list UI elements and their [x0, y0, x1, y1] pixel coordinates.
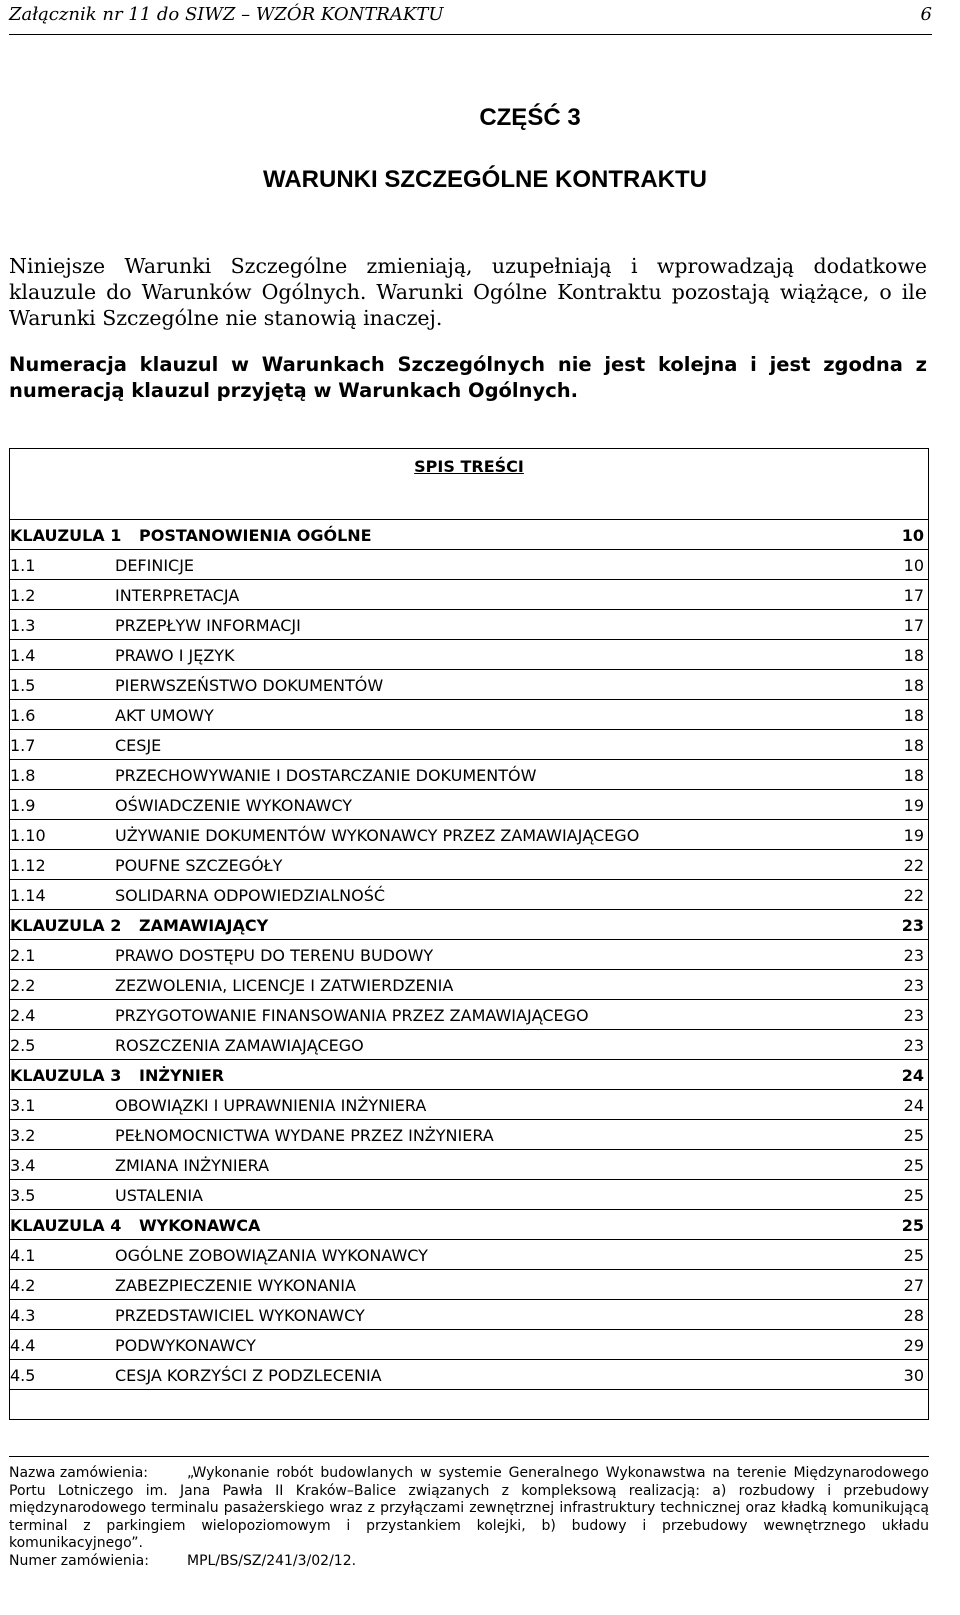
toc-row-page: 27 [903, 1276, 924, 1295]
toc-klauzula-row[interactable] [10, 1060, 928, 1090]
toc-item-row[interactable] [10, 550, 928, 580]
toc-row-number: 4.5 [10, 1366, 36, 1385]
toc-row-page: 28 [903, 1306, 924, 1325]
toc-row-number: 1.9 [10, 796, 36, 815]
footer-name-value: „Wykonanie robót budowlanych w systemie Generalnego Wykonawstwa na terenie Międzynarodowego Portu Lotniczego im. Jana Pawła II Kraków–Balice związanych z kompleksową realizacją: a) rozbudowy i przebudowy międzynarodowego terminalu pasażerskiego wraz z przyłączami zewnętrznej infrastruktury technicznej oraz kładką komunikującą terminal z parkingiem wielopoziomowym i przystankiem kolejki, b) budowy i przebudowy wewnętrznego układu komunikacyjnego”. [9, 1465, 929, 1552]
toc-title: SPIS TREŚCI [414, 457, 524, 476]
toc-row-title: OŚWIADCZENIE WYKONAWCY [115, 796, 353, 815]
toc-row-number: 2.4 [10, 1006, 36, 1025]
toc-row-title: INŻYNIER [139, 1066, 225, 1085]
toc-row-page: 23 [901, 916, 924, 935]
toc-item-row[interactable] [10, 670, 928, 700]
toc-row-page: 19 [903, 796, 924, 815]
toc-row-page: 23 [903, 1006, 924, 1025]
toc-klauzula-row[interactable] [10, 910, 928, 940]
toc-row-title: POSTANOWIENIA OGÓLNE [139, 526, 372, 545]
toc-row-number: KLAUZULA 1 [10, 526, 122, 545]
toc-row-number: 4.3 [10, 1306, 36, 1325]
toc-row-number: 4.4 [10, 1336, 36, 1355]
toc-item-row[interactable] [10, 700, 928, 730]
toc-row-title: CESJE [115, 736, 162, 755]
toc-item-row[interactable] [10, 970, 928, 1000]
toc-row-number: 1.3 [10, 616, 36, 635]
toc-row-number: 4.2 [10, 1276, 36, 1295]
toc-item-row[interactable] [10, 880, 928, 910]
toc-row-page: 10 [903, 556, 924, 575]
toc-row-page: 29 [903, 1336, 924, 1355]
toc-row-number: 2.1 [10, 946, 36, 965]
toc-row-number: 4.1 [10, 1246, 36, 1265]
toc-item-row[interactable] [10, 1120, 928, 1150]
toc-klauzula-row[interactable] [10, 1210, 928, 1240]
toc-item-row[interactable] [10, 730, 928, 760]
toc-row-page: 25 [903, 1186, 924, 1205]
toc-row-number: 1.7 [10, 736, 36, 755]
toc-row-page: 18 [903, 676, 924, 695]
toc-row-title: PIERWSZEŃSTWO DOKUMENTÓW [115, 676, 384, 695]
toc-item-row[interactable] [10, 820, 928, 850]
toc-row-page: 23 [903, 1036, 924, 1055]
toc-row-page: 24 [903, 1096, 924, 1115]
toc-row-title: PRAWO DOSTĘPU DO TERENU BUDOWY [115, 946, 434, 965]
page-footer [9, 1456, 929, 1571]
toc-row-page: 24 [901, 1066, 924, 1085]
toc-item-row[interactable] [10, 940, 928, 970]
toc-item-row[interactable] [10, 1270, 928, 1300]
footer-number-value: MPL/BS/SZ/241/3/02/12. [187, 1552, 357, 1569]
page-header [9, 0, 932, 35]
toc-row-title: SOLIDARNA ODPOWIEDZIALNOŚĆ [115, 886, 386, 905]
toc-row-title: INTERPRETACJA [115, 586, 240, 605]
toc-row-page: 25 [903, 1156, 924, 1175]
toc-row-page: 30 [903, 1366, 924, 1385]
intro-paragraph-2 [9, 352, 927, 404]
toc-row-title: CESJA KORZYŚCI Z PODZLECENIA [115, 1366, 382, 1385]
toc-row-number: 1.8 [10, 766, 36, 785]
toc-item-row[interactable] [10, 1090, 928, 1120]
toc-row-number: 2.2 [10, 976, 36, 995]
toc-row-page: 25 [903, 1246, 924, 1265]
toc-row-title: USTALENIA [115, 1186, 203, 1205]
toc-row-page: 22 [903, 886, 924, 905]
toc-row-title: OGÓLNE ZOBOWIĄZANIA WYKONAWCY [115, 1246, 428, 1265]
toc-row-title: PRAWO I JĘZYK [115, 646, 235, 665]
toc-row-page: 23 [903, 976, 924, 995]
footer-order-number [9, 1553, 929, 1571]
toc-row-title: POUFNE SZCZEGÓŁY [115, 856, 283, 875]
toc-row-page: 18 [903, 736, 924, 755]
toc-row-page: 19 [903, 826, 924, 845]
toc-row-page: 25 [901, 1216, 924, 1235]
toc-row-title: UŻYWANIE DOKUMENTÓW WYKONAWCY PRZEZ ZAMAWIAJĄCEGO [115, 826, 640, 845]
toc-row-title: ZABEZPIECZENIE WYKONANIA [115, 1276, 356, 1295]
footer-number-label: Numer zamówienia: [9, 1552, 149, 1569]
toc-item-row[interactable] [10, 1360, 928, 1390]
toc-row-title: PRZYGOTOWANIE FINANSOWANIA PRZEZ ZAMAWIAJĄCEGO [115, 1006, 589, 1025]
footer-name-label: Nazwa zamówienia: [9, 1465, 149, 1481]
intro-paragraph-1 [9, 253, 927, 331]
toc-row-page: 18 [903, 646, 924, 665]
toc-row-title: AKT UMOWY [115, 706, 214, 725]
page-number: 6 [920, 4, 932, 25]
toc-row-title: PODWYKONAWCY [115, 1336, 256, 1355]
toc-row-title: PRZECHOWYWANIE I DOSTARCZANIE DOKUMENTÓW [115, 766, 537, 785]
toc-item-row[interactable] [10, 1150, 928, 1180]
toc-row-page: 25 [903, 1126, 924, 1145]
toc-row-title: DEFINICJE [115, 556, 195, 575]
part-title: CZĘŚĆ 3 [479, 104, 581, 131]
toc-row-number: 1.6 [10, 706, 36, 725]
toc-row-number: 1.14 [10, 886, 46, 905]
toc-row-title: ZMIANA INŻYNIERA [115, 1156, 270, 1175]
toc-row-number: 3.5 [10, 1186, 36, 1205]
footer-order-name [9, 1465, 929, 1553]
intro-text-1: Niniejsze Warunki Szczególne zmieniają, uzupełniają i wprowadzają dodatkowe klauzule do Warunków Ogólnych. Warunki Ogólne Kontraktu pozostają wiążące, o ile Warunki Szczególne nie stanowią inaczej. [9, 254, 927, 330]
intro-text-2: Numeracja klauzul w Warunkach Szczególnych nie jest kolejna i jest zgodna z numeracją klauzul przyjętą w Warunkach Ogólnych. [9, 353, 927, 402]
toc-row-page: 18 [903, 766, 924, 785]
toc-item-row[interactable] [10, 790, 928, 820]
toc-rows [10, 519, 928, 1390]
toc-row-title: OBOWIĄZKI I UPRAWNIENIA INŻYNIERA [115, 1096, 427, 1115]
toc-row-title: WYKONAWCA [139, 1216, 261, 1235]
toc-row-number: 3.1 [10, 1096, 36, 1115]
toc-row-page: 17 [903, 616, 924, 635]
toc-row-number: 3.4 [10, 1156, 36, 1175]
toc-item-row[interactable] [10, 1330, 928, 1360]
toc-row-title: PRZEDSTAWICIEL WYKONAWCY [115, 1306, 365, 1325]
toc-row-number: KLAUZULA 3 [10, 1066, 122, 1085]
toc-row-number: 3.2 [10, 1126, 36, 1145]
header-title: Załącznik nr 11 do SIWZ – WZÓR KONTRAKTU [9, 4, 444, 25]
toc-item-row[interactable] [10, 1000, 928, 1030]
toc-item-row[interactable] [10, 1030, 928, 1060]
toc-row-title: ZAMAWIAJĄCY [139, 916, 269, 935]
toc-klauzula-row[interactable] [10, 520, 928, 550]
toc-item-row[interactable] [10, 580, 928, 610]
toc-item-row[interactable] [10, 640, 928, 670]
toc-row-page: 23 [903, 946, 924, 965]
toc-row-number: KLAUZULA 4 [10, 1216, 122, 1235]
toc-row-number: 2.5 [10, 1036, 36, 1055]
toc-row-title: ROSZCZENIA ZAMAWIAJĄCEGO [115, 1036, 364, 1055]
section-title: WARUNKI SZCZEGÓLNE KONTRAKTU [263, 166, 707, 193]
toc-row-number: 1.2 [10, 586, 36, 605]
toc-item-row[interactable] [10, 610, 928, 640]
toc-row-title: PRZEPŁYW INFORMACJI [115, 616, 301, 635]
toc-row-page: 10 [901, 526, 924, 545]
toc-row-number: KLAUZULA 2 [10, 916, 122, 935]
toc-item-row[interactable] [10, 850, 928, 880]
toc-item-row[interactable] [10, 760, 928, 790]
toc-row-number: 1.12 [10, 856, 46, 875]
toc-row-number: 1.4 [10, 646, 36, 665]
toc-item-row[interactable] [10, 1240, 928, 1270]
toc-row-title: ZEZWOLENIA, LICENCJE I ZATWIERDZENIA [115, 976, 454, 995]
toc-item-row[interactable] [10, 1180, 928, 1210]
toc-row-number: 1.5 [10, 676, 36, 695]
toc-row-title: PEŁNOMOCNICTWA WYDANE PRZEZ INŻYNIERA [115, 1126, 494, 1145]
table-of-contents [9, 448, 929, 1420]
toc-row-page: 17 [903, 586, 924, 605]
toc-item-row[interactable] [10, 1300, 928, 1330]
toc-row-page: 22 [903, 856, 924, 875]
toc-row-number: 1.10 [10, 826, 46, 845]
toc-row-page: 18 [903, 706, 924, 725]
toc-row-number: 1.1 [10, 556, 36, 575]
